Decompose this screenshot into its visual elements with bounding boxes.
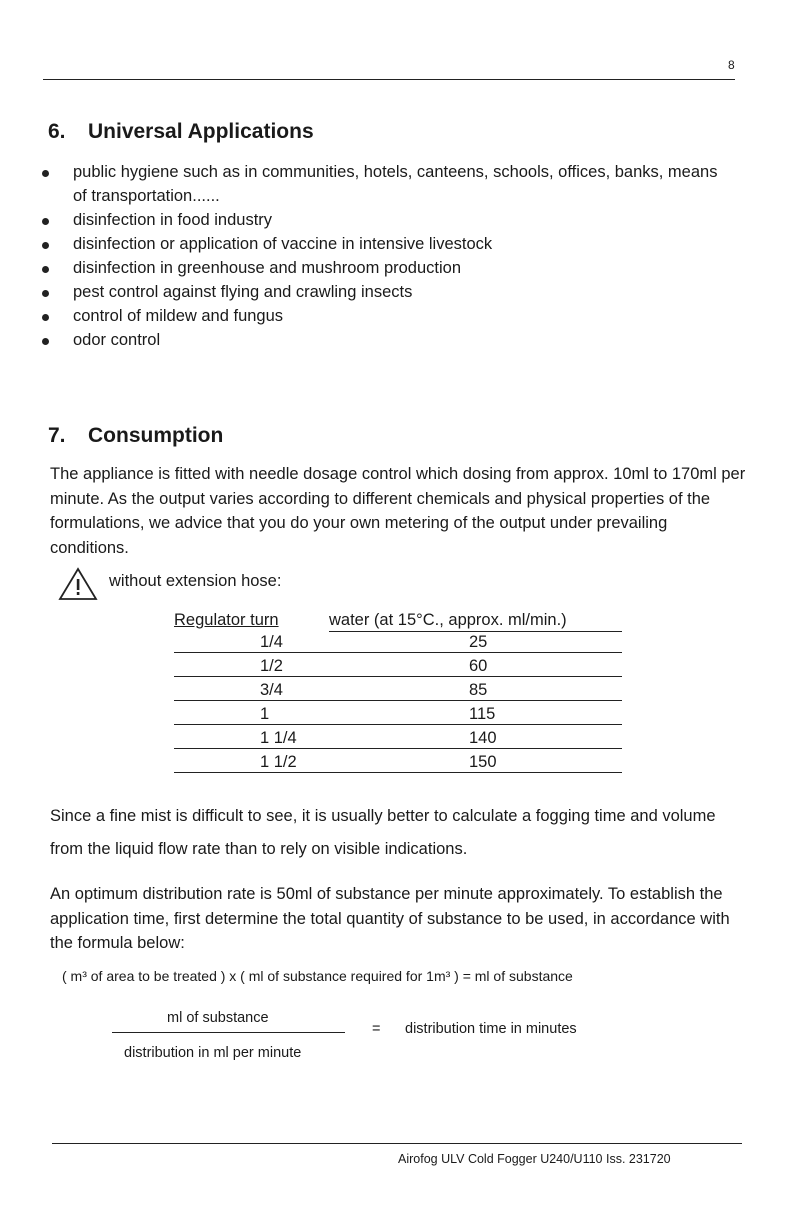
fraction-denominator: distribution in ml per minute bbox=[124, 1045, 302, 1061]
flow-rate-cell: 115 bbox=[469, 705, 496, 723]
table-header-regulator: Regulator turn bbox=[174, 611, 279, 629]
list-item: disinfection in food industry bbox=[40, 208, 723, 232]
bullet-icon bbox=[42, 314, 49, 321]
bottom-divider bbox=[52, 1143, 742, 1144]
row-divider bbox=[174, 652, 622, 653]
top-divider bbox=[43, 79, 735, 80]
warning-label: without extension hose: bbox=[109, 572, 282, 590]
row-divider bbox=[174, 748, 622, 749]
distribution-paragraph: An optimum distribution rate is 50ml of substance per minute approximately. To establish the application time, first determine the total quantity of substance to be used, in accordance with the formula below: bbox=[50, 885, 730, 952]
section-7-heading bbox=[48, 424, 223, 448]
list-item: disinfection or application of vaccine in intensive livestock bbox=[40, 232, 723, 256]
warning-icon bbox=[58, 567, 98, 601]
list-item: control of mildew and fungus bbox=[40, 304, 723, 328]
section-6-title: Universal Applications bbox=[88, 120, 314, 143]
bullet-icon bbox=[42, 266, 49, 273]
regulator-turn-cell: 1 1/2 bbox=[260, 753, 297, 771]
row-divider bbox=[174, 772, 622, 773]
header-underline bbox=[329, 631, 622, 632]
fraction-bar bbox=[112, 1032, 345, 1033]
bullet-icon bbox=[42, 242, 49, 249]
regulator-turn-cell: 1/2 bbox=[260, 657, 283, 675]
row-divider bbox=[174, 676, 622, 677]
regulator-turn-cell: 3/4 bbox=[260, 681, 283, 699]
flow-rate-cell: 85 bbox=[469, 681, 488, 699]
substance-formula: ( m³ of area to be treated ) x ( ml of substance required for 1m³ ) = ml of substance bbox=[62, 968, 573, 984]
list-item: public hygiene such as in communities, hotels, canteens, schools, offices, banks, means of transportation...... bbox=[40, 160, 723, 208]
list-item: disinfection in greenhouse and mushroom production bbox=[40, 256, 723, 280]
fraction-result: distribution time in minutes bbox=[405, 1021, 577, 1037]
flow-rate-cell: 25 bbox=[469, 633, 488, 651]
page-number: 8 bbox=[728, 58, 735, 72]
list-item: odor control bbox=[40, 328, 723, 352]
flow-rate-cell: 140 bbox=[469, 729, 497, 747]
flow-rate-cell: 150 bbox=[469, 753, 497, 771]
table-header-water: water (at 15°C., approx. ml/min.) bbox=[329, 611, 567, 629]
equals-sign: = bbox=[372, 1021, 381, 1037]
fogging-time-paragraph: Since a fine mist is difficult to see, it is usually better to calculate a fogging time and volume from the liquid flow rate than to rely on visible indications. bbox=[50, 807, 716, 858]
bullet-icon bbox=[42, 218, 49, 225]
regulator-turn-cell: 1 1/4 bbox=[260, 729, 297, 747]
bullet-icon bbox=[42, 338, 49, 345]
flow-rate-cell: 60 bbox=[469, 657, 488, 675]
list-item: pest control against flying and crawling insects bbox=[40, 280, 723, 304]
section-7-title: Consumption bbox=[88, 424, 224, 447]
applications-list bbox=[40, 160, 723, 352]
fraction-numerator: ml of substance bbox=[167, 1010, 269, 1026]
section-7-number: 7. bbox=[48, 424, 66, 447]
bullet-icon bbox=[42, 170, 49, 177]
row-divider bbox=[174, 700, 622, 701]
regulator-turn-cell: 1 bbox=[260, 705, 270, 723]
regulator-turn-cell: 1/4 bbox=[260, 633, 283, 651]
row-divider bbox=[174, 724, 622, 725]
consumption-intro: The appliance is fitted with needle dosage control which dosing from approx. 10ml to 170ml per minute. As the output varies according to different chemicals and physical properties of the formulations, we advice that you do your own metering of the output under prevailing conditions. bbox=[50, 465, 746, 557]
section-6-heading bbox=[48, 120, 314, 144]
section-6-number: 6. bbox=[48, 120, 66, 143]
footer-text: Airofog ULV Cold Fogger U240/U110 Iss. 231720 bbox=[398, 1152, 671, 1166]
bullet-icon bbox=[42, 290, 49, 297]
